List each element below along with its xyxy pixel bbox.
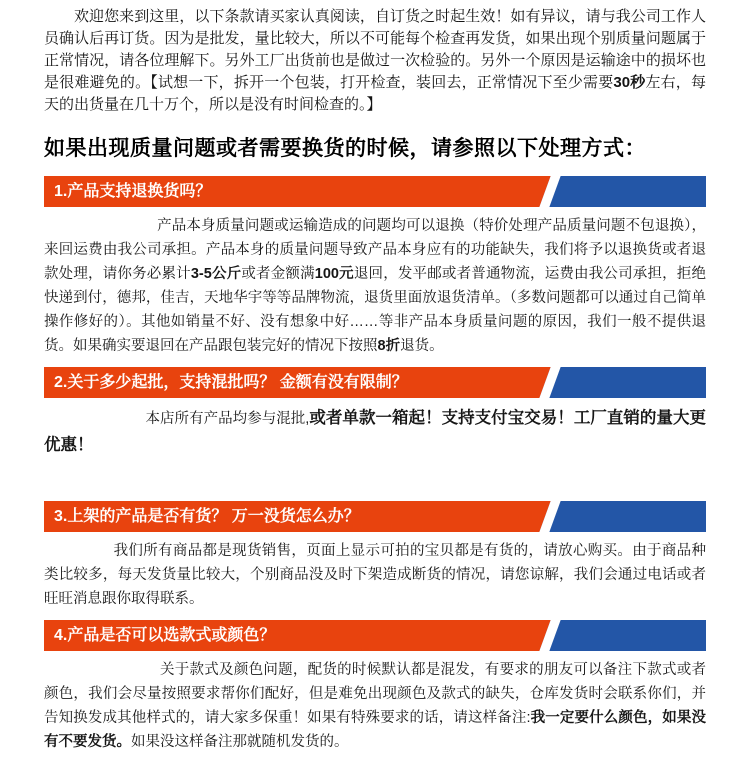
intro-text: 欢迎您来到这里，以下条款请买家认真阅读，自订货之时起生效！如有异议，请与我公司工作人员确认后再订货。因为是批发，量比较大，所以不可能每个检查再发货，如果出现个别质量问题属于正常情况，请各位理解下。另外工厂出货前也是做过一次检验的。另外一个原因是运输途中的损坏也是很难避免的。【试想一下，拆开一个包装，打开检查，装回去，正常情况下至少需要 [44, 8, 706, 91]
section-4-body [44, 658, 706, 754]
faq-section-style-color [44, 620, 706, 754]
highlight-text: 30秒 [613, 74, 646, 91]
section-1-banner [44, 176, 706, 207]
intro-text: 左右，每天的出货量在几十万个，所以是没有时间检查的。】 [44, 74, 706, 113]
highlight-text: 我一定要什么颜色，如果没有不要发货。 [44, 710, 707, 750]
body-text: 产品本身质量问题或运输造成的问题均可以退换（特价处理产品质量问题不包退换），来回运费由我公司承担。产品本身的质量问题导致产品本身应有的功能缺失，我们将予以退换货或者退款处理，请你务必累计 [44, 218, 706, 282]
body-text: 或者金额满 [241, 266, 315, 282]
section-3-banner [44, 501, 706, 532]
section-2-body [44, 405, 706, 459]
page-heading: 如果出现质量问题或者需要换货的时候，请参照以下处理方式： [44, 137, 646, 160]
section-4-banner-label: 4.产品是否可以选款式或颜色？ [54, 627, 276, 644]
section-1-body [44, 214, 706, 358]
highlight-text: 8折 [377, 338, 401, 354]
section-2-banner [44, 367, 706, 398]
body-text: 我们所有商品都是现货销售，页面上显示可拍的宝贝都是有货的，请放心购买。由于商品种类比较多，每天发货量比较大，个别商品没及时下架造成断货的情况，请您谅解，我们会通过电话或者旺旺消息跟你取得联系。 [44, 543, 706, 607]
banner-blue-stripe [540, 367, 706, 398]
section-1-banner-label: 1.产品支持退换货吗？ [54, 183, 212, 200]
banner-blue-stripe [540, 501, 706, 532]
faq-section-stock [44, 501, 706, 611]
section-3-banner-label: 3.上架的产品是否有货？ 万一没货怎么办？ [54, 508, 360, 525]
body-text: 关于款式及颜色问题，配货的时候默认都是混发，有要求的朋友可以备注下款式或者颜色，我们会尽量按照要求帮你们配好，但是难免出现颜色及款式的缺失，仓库发货时会联系你们，并告知换发成其他样式的，请大家多保重！如果有特殊要求的话，请这样备注: [44, 662, 706, 726]
banner-blue-stripe [540, 620, 706, 651]
section-4-banner [44, 620, 706, 651]
faq-section-minimum-order [44, 367, 706, 459]
highlight-text: 或者单款一箱起！支持支付宝交易！工厂直销的量大更优惠！ [44, 409, 707, 454]
highlight-text: 3-5公斤 [190, 266, 242, 282]
body-text: 如果没这样备注那就随机发货的。 [131, 734, 349, 750]
banner-blue-stripe [540, 176, 706, 207]
body-text: 本店所有产品均参与混批, [145, 411, 310, 427]
highlight-text: 100元 [314, 266, 354, 282]
section-3-body [44, 539, 706, 611]
section-2-banner-label: 2.关于多少起批，支持混批吗？ 金额有没有限制？ [54, 374, 408, 391]
intro-paragraph [44, 6, 706, 116]
body-text: 退货。 [400, 338, 444, 354]
faq-section-returns [44, 176, 706, 358]
body-text: 退回，发平邮或者普通物流，运费由我公司承担，拒绝快递到付，德邦，佳吉，天地华宇等等品牌物流，退货里面放退货清单。（多数问题都可以通过自己简单操作修好的）。其他如销量不好、没有想象中好……等非产品本身质量问题的原因，我们一般不提供退货。如果确实要退回在产品跟包装完好的情况下按照 [44, 266, 707, 354]
